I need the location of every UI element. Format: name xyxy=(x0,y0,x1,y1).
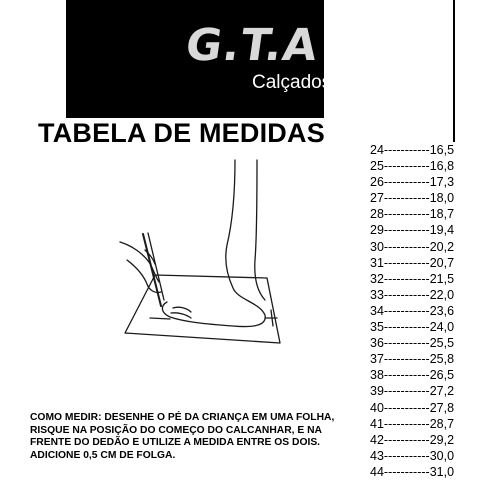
brand-logo xyxy=(66,0,332,118)
size-row: 37-----------25,8 xyxy=(370,352,455,367)
size-row: 39-----------27,2 xyxy=(370,384,455,399)
logo-subtitle: Calçados xyxy=(252,72,332,93)
size-row: 29-----------19,4 xyxy=(370,223,455,238)
size-row: 25-----------16,8 xyxy=(370,159,455,174)
foot-outline xyxy=(162,160,265,327)
how-to-measure-instructions xyxy=(30,412,370,462)
size-row: 24-----------16,5 xyxy=(370,143,455,157)
size-row: 42-----------29,2 xyxy=(370,432,455,447)
size-row: 32-----------21,5 xyxy=(370,271,455,286)
size-row: 44-----------31,0 xyxy=(370,464,455,479)
size-row: 30-----------20,2 xyxy=(370,239,455,254)
vertical-divider xyxy=(453,0,455,142)
toe-mark xyxy=(150,318,170,319)
page-title: TABELA DE MEDIDAS xyxy=(38,118,325,148)
size-row: 35-----------24,0 xyxy=(370,320,455,335)
size-row: 41-----------28,7 xyxy=(370,416,455,431)
instruction-line: COMO MEDIR: DESENHE O PÉ DA CRIANÇA EM UMA FOLHA, xyxy=(30,412,335,423)
size-row: 26-----------17,3 xyxy=(370,175,455,190)
toe-line xyxy=(171,313,191,318)
size-row: 34-----------23,6 xyxy=(370,303,455,318)
size-row: 38-----------26,5 xyxy=(370,368,455,383)
pencil xyxy=(143,234,161,306)
logo-mark: G.T.A xyxy=(182,20,322,71)
size-row: 40-----------27,8 xyxy=(370,400,455,415)
instruction-line: FRENTE DO DEDÃO E UTILIZE A MEDIDA ENTRE OS DOIS. xyxy=(30,437,321,448)
toe-line xyxy=(173,307,191,312)
size-row: 28-----------18,7 xyxy=(370,207,455,222)
size-row: 33-----------22,0 xyxy=(370,287,455,302)
instruction-line: RISQUE NA POSIÇÃO DO COMEÇO DO CALCANHAR, E NA xyxy=(30,424,322,436)
leg-back-outline xyxy=(255,160,265,300)
foot-measuring-illustration xyxy=(115,150,305,350)
size-row: 31-----------20,7 xyxy=(370,255,455,270)
size-row: 43-----------30,0 xyxy=(370,448,455,463)
instruction-line: ADICIONE 0,5 CM DE FOLGA. xyxy=(30,449,176,461)
size-table xyxy=(370,142,498,480)
size-row: 27-----------18,0 xyxy=(370,191,455,206)
size-row: 36-----------25,5 xyxy=(370,336,455,351)
